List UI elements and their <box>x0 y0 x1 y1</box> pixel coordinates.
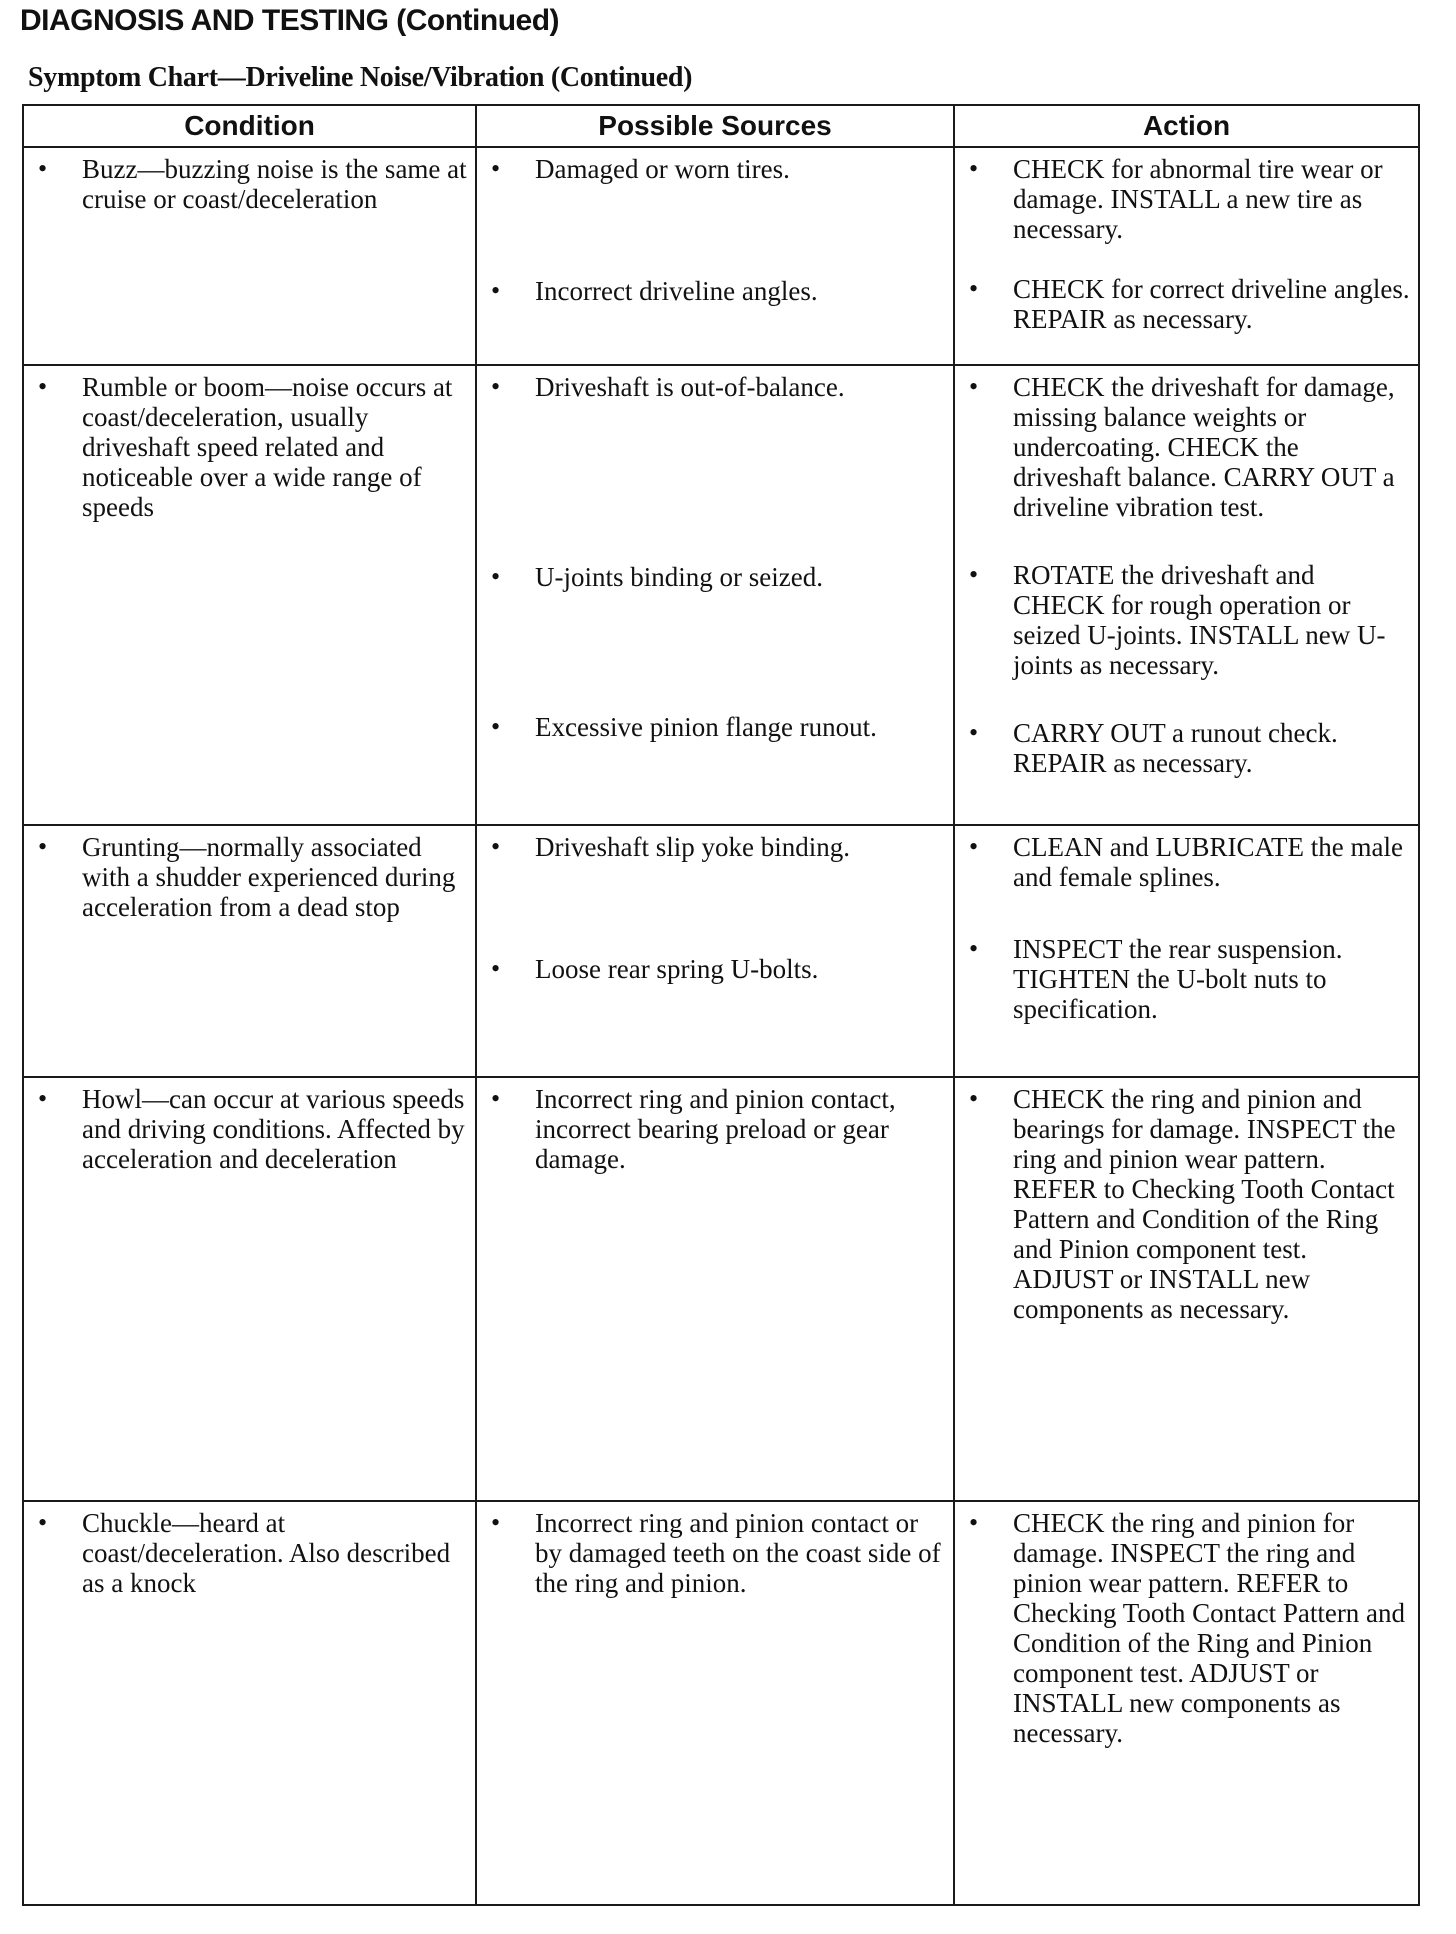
condition-cell <box>23 1501 476 1905</box>
action-item: • CARRY OUT a runout check. REPAIR as necessary. <box>963 718 1410 778</box>
table-row <box>23 365 1419 825</box>
sources-cell <box>476 825 954 1077</box>
source-item: • U-joints binding or seized. <box>485 562 945 592</box>
column-header-possible-sources: Possible Sources <box>476 105 954 147</box>
source-item: • Driveshaft slip yoke binding. <box>485 832 945 862</box>
action-item: • INSPECT the rear suspension. TIGHTEN the U-bolt nuts to specification. <box>963 934 1410 1024</box>
action-item: • CHECK the driveshaft for damage, missing balance weights or undercoating. CHECK the driveshaft balance. CARRY OUT a driveline vibration test. <box>963 372 1410 522</box>
sources-cell <box>476 147 954 365</box>
actions-cell <box>954 825 1419 1077</box>
chart-title: Symptom Chart—Driveline Noise/Vibration (Continued) <box>28 62 693 93</box>
sources-cell <box>476 1501 954 1905</box>
condition-text: • Howl—can occur at various speeds and driving conditions. Affected by acceleration and deceleration <box>32 1084 467 1174</box>
actions-cell <box>954 1501 1419 1905</box>
sources-cell <box>476 1077 954 1501</box>
condition-cell <box>23 825 476 1077</box>
action-item: • CHECK the ring and pinion for damage. INSPECT the ring and pinion wear pattern. REFER to Checking Tooth Contact Pattern and Condition of the Ring and Pinion component test. ADJUST or INSTALL new components as necessary. <box>963 1508 1410 1748</box>
action-item: • ROTATE the driveshaft and CHECK for rough operation or seized U-joints. INSTALL new U-joints as necessary. <box>963 560 1410 680</box>
condition-text: • Chuckle—heard at coast/deceleration. Also described as a knock <box>32 1508 467 1598</box>
column-header-action: Action <box>954 105 1419 147</box>
condition-text: • Grunting—normally associated with a shudder experienced during acceleration from a dead stop <box>32 832 467 922</box>
source-item: • Driveshaft is out-of-balance. <box>485 372 945 402</box>
table-row <box>23 147 1419 365</box>
actions-cell <box>954 1077 1419 1501</box>
table-row <box>23 1077 1419 1501</box>
table-row <box>23 825 1419 1077</box>
source-item: • Loose rear spring U-bolts. <box>485 954 945 984</box>
actions-cell <box>954 147 1419 365</box>
table-row <box>23 1501 1419 1905</box>
condition-text: • Rumble or boom—noise occurs at coast/deceleration, usually driveshaft speed related and noticeable over a wide range of speeds <box>32 372 467 522</box>
condition-cell <box>23 1077 476 1501</box>
action-item: • CHECK the ring and pinion and bearings for damage. INSPECT the ring and pinion wear pattern. REFER to Checking Tooth Contact Pattern and Condition of the Ring and Pinion component test. ADJUST or INSTALL new components as necessary. <box>963 1084 1410 1324</box>
source-item: • Damaged or worn tires. <box>485 154 945 184</box>
source-item: • Incorrect driveline angles. <box>485 276 945 306</box>
source-item: • Excessive pinion flange runout. <box>485 712 945 742</box>
source-item: • Incorrect ring and pinion contact or by damaged teeth on the coast side of the ring and pinion. <box>485 1508 945 1598</box>
condition-cell <box>23 147 476 365</box>
condition-text: • Buzz—buzzing noise is the same at cruise or coast/deceleration <box>32 154 467 214</box>
action-item: • CHECK for correct driveline angles. REPAIR as necessary. <box>963 274 1410 334</box>
source-item: • Incorrect ring and pinion contact, incorrect bearing preload or gear damage. <box>485 1084 945 1174</box>
action-item: • CHECK for abnormal tire wear or damage. INSTALL a new tire as necessary. <box>963 154 1410 244</box>
page-title: DIAGNOSIS AND TESTING (Continued) <box>20 4 560 37</box>
table-header-row <box>23 105 1419 147</box>
column-header-condition: Condition <box>23 105 476 147</box>
sources-cell <box>476 365 954 825</box>
condition-cell <box>23 365 476 825</box>
action-item: • CLEAN and LUBRICATE the male and female splines. <box>963 832 1410 892</box>
symptom-chart-table <box>22 104 1420 1906</box>
actions-cell <box>954 365 1419 825</box>
